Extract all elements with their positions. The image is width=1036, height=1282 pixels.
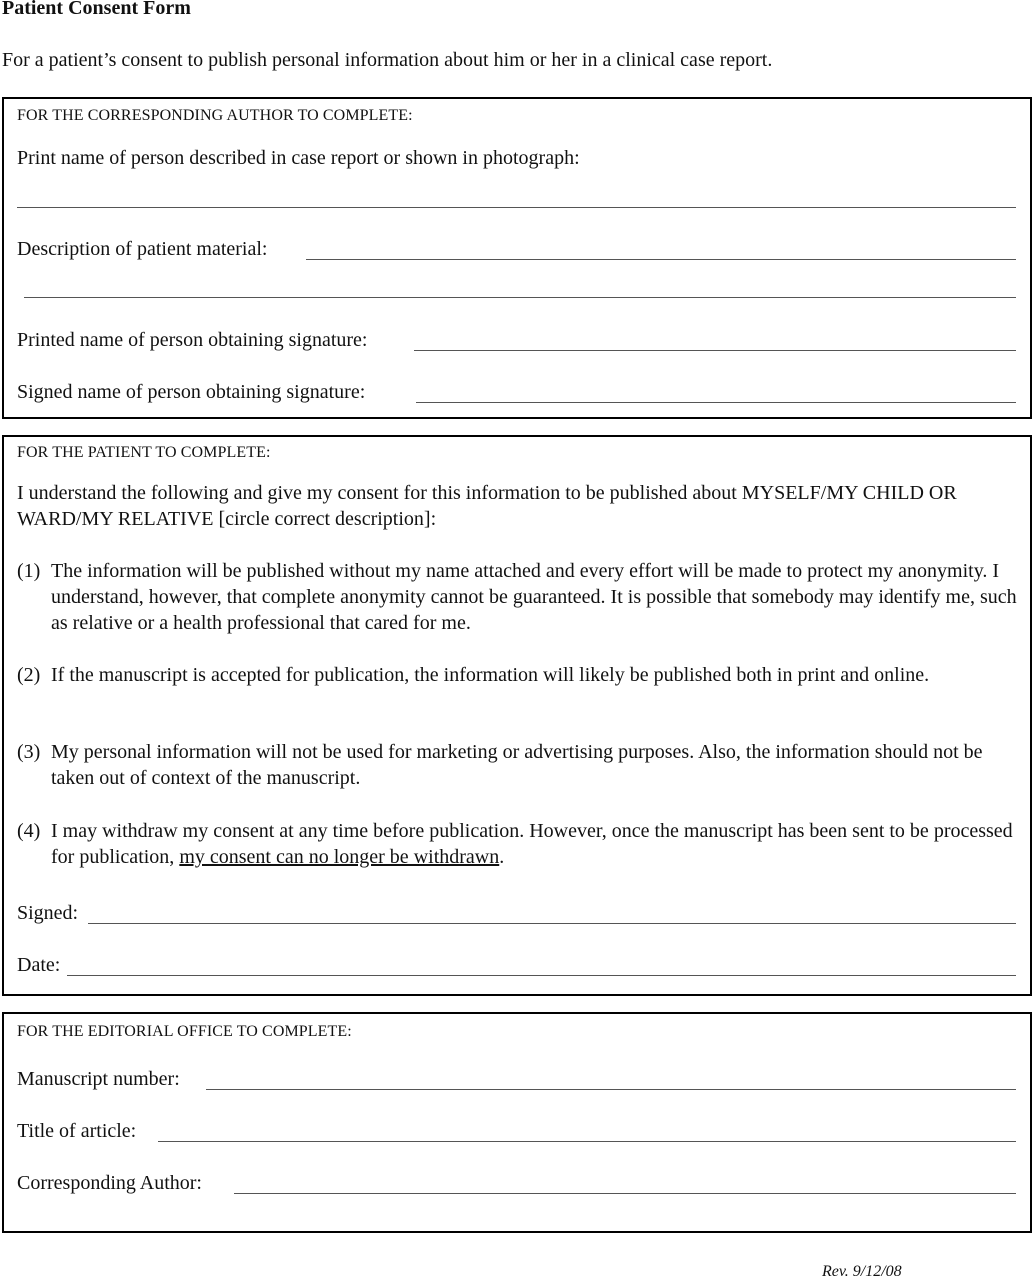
consent-item-4 <box>17 818 1022 870</box>
withdrawal-notice: my consent can no longer be withdrawn <box>179 846 500 868</box>
printed-name-field[interactable] <box>414 350 1016 351</box>
revision-date: Rev. 9/12/08 <box>822 1263 902 1280</box>
date-label: Date: <box>17 954 61 976</box>
signed-label: Signed: <box>17 902 79 924</box>
editorial-section-header: FOR THE EDITORIAL OFFICE TO COMPLETE: <box>17 1023 352 1040</box>
consent-item-text: My personal information will not be used for marketing or advertising purposes. Also, the information should not be taken out of context of the manuscript. <box>51 741 983 789</box>
corresponding-author-field[interactable] <box>234 1193 1016 1194</box>
consent-item-text: If the manuscript is accepted for publication, the information will likely be published both in print and online. <box>51 664 930 686</box>
description-field-continued[interactable] <box>24 297 1016 298</box>
description-label: Description of patient material: <box>17 238 268 260</box>
consent-item-number: (3) <box>17 741 41 763</box>
printed-name-label: Printed name of person obtaining signature: <box>17 329 368 351</box>
signed-field[interactable] <box>88 923 1016 924</box>
consent-item-text-end: . <box>499 846 505 868</box>
print-name-label: Print name of person described in case report or shown in photograph: <box>17 147 580 169</box>
signed-name-field[interactable] <box>416 402 1016 403</box>
consent-item-text: The information will be published without my name attached and every effort will be made to protect my anonymity. I understand, however, that complete anonymity cannot be guaranteed. It is possible that somebody may identify me, such as relative or a health professional that cared for me. <box>51 560 1017 634</box>
consent-item-3 <box>17 739 1022 791</box>
date-field[interactable] <box>67 975 1016 976</box>
article-title-field[interactable] <box>158 1141 1016 1142</box>
corresponding-author-label: Corresponding Author: <box>17 1172 202 1194</box>
editorial-section <box>2 1012 1032 1233</box>
patient-section-header: FOR THE PATIENT TO COMPLETE: <box>17 444 271 461</box>
author-section-header: FOR THE CORRESPONDING AUTHOR TO COMPLETE: <box>17 107 413 124</box>
signed-name-label: Signed name of person obtaining signature: <box>17 381 366 403</box>
consent-item-1 <box>17 558 1022 636</box>
consent-item-text <box>51 818 1022 870</box>
consent-statement: I understand the following and give my consent for this information to be published about MYSELF/MY CHILD OR WARD/MY RELATIVE [circle correct description]: <box>17 482 957 530</box>
consent-item-number: (2) <box>17 664 41 686</box>
consent-item-text-main: I may withdraw my consent at any time before publication. However, once the manuscript has been sent to be processed for publication, <box>51 820 1013 868</box>
patient-section <box>2 435 1032 996</box>
consent-item-number: (4) <box>17 820 41 842</box>
form-title: Patient Consent Form <box>2 0 191 19</box>
author-section <box>2 97 1032 419</box>
form-intro: For a patient’s consent to publish personal information about him or her in a clinical case report. <box>2 49 773 71</box>
consent-item-2 <box>17 662 1022 688</box>
print-name-field[interactable] <box>17 207 1016 208</box>
manuscript-number-label: Manuscript number: <box>17 1068 180 1090</box>
article-title-label: Title of article: <box>17 1120 137 1142</box>
consent-item-number: (1) <box>17 560 41 582</box>
manuscript-number-field[interactable] <box>206 1089 1016 1090</box>
description-field[interactable] <box>306 259 1016 260</box>
